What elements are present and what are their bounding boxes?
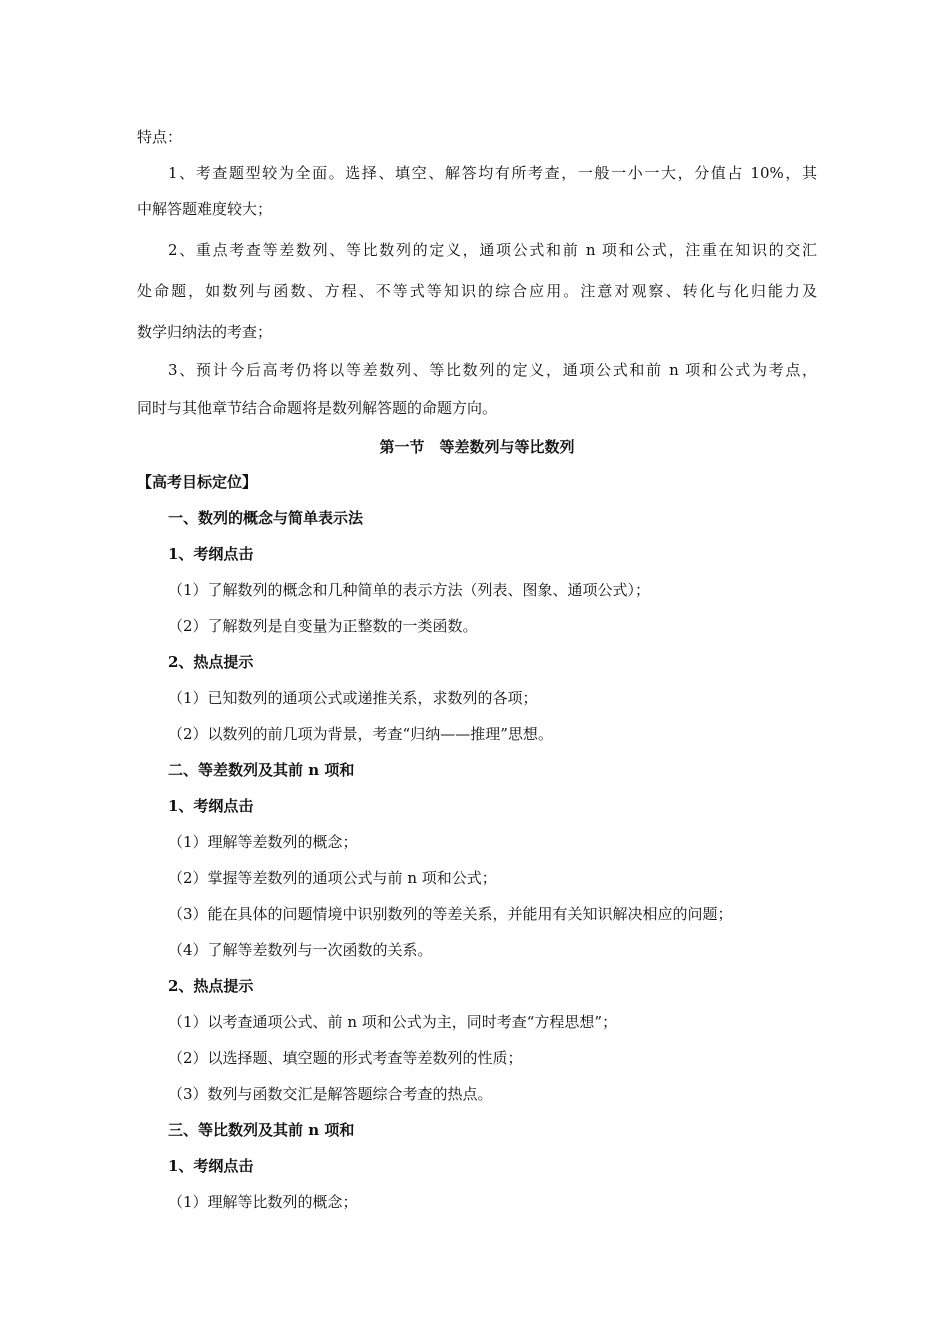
bracket-heading: 【高考目标定位】	[137, 473, 258, 491]
part2-title: 二、等差数列及其前 n 项和	[168, 761, 355, 779]
intro-paragraph-2-line-2: 处命题，如数列与函数、方程、不等式等知识的综合应用。注意对观察、转化与化归能力及	[137, 282, 817, 300]
part1-hot-item-2: （2）以数列的前几项为背景，考查“归纳——推理”思想。	[168, 725, 553, 743]
part2-sub1: 1、考纲点击	[168, 797, 254, 815]
part2-item-2: （2）掌握等差数列的通项公式与前 n 项和公式；	[168, 869, 497, 887]
intro-paragraph-1-line-2: 中解答题难度较大；	[137, 200, 273, 218]
part1-hot-item-1: （1）已知数列的通项公式或递推关系，求数列的各项；	[168, 689, 538, 707]
section-title: 第一节 等差数列与等比数列	[379, 438, 575, 456]
part1-title: 一、数列的概念与简单表示法	[168, 509, 364, 527]
part2-hot-item-3: （3）数列与函数交汇是解答题综合考查的热点。	[168, 1085, 493, 1103]
part1-sub2: 2、热点提示	[168, 653, 254, 671]
part3-sub1: 1、考纲点击	[168, 1157, 254, 1175]
intro-heading: 特点：	[137, 128, 183, 146]
part1-item-1: （1）了解数列的概念和几种简单的表示方法（列表、图象、通项公式）；	[168, 581, 651, 599]
part3-item-1: （1）理解等比数列的概念；	[168, 1193, 358, 1211]
part2-sub2: 2、热点提示	[168, 977, 254, 995]
part2-item-1: （1）理解等差数列的概念；	[168, 833, 358, 851]
intro-paragraph-2-line-1: 2、重点考查等差数列、等比数列的定义，通项公式和前 n 项和公式，注重在知识的交汇	[168, 241, 817, 259]
part3-title: 三、等比数列及其前 n 项和	[168, 1121, 355, 1139]
intro-paragraph-2-line-3: 数学归纳法的考查；	[137, 323, 273, 341]
part1-item-2: （2）了解数列是自变量为正整数的一类函数。	[168, 617, 478, 635]
part1-sub1: 1、考纲点击	[168, 545, 254, 563]
part2-hot-item-1: （1）以考查通项公式、前 n 项和公式为主，同时考查“方程思想”；	[168, 1013, 618, 1031]
intro-paragraph-3-line-2: 同时与其他章节结合命题将是数列解答题的命题方向。	[137, 399, 498, 417]
part2-item-4: （4）了解等差数列与一次函数的关系。	[168, 941, 433, 959]
intro-paragraph-3-line-1: 3、预计今后高考仍将以等差数列、等比数列的定义，通项公式和前 n 项和公式为考点，	[168, 361, 817, 379]
part2-item-3: （3）能在具体的问题情境中识别数列的等差关系，并能用有关知识解决相应的问题；	[168, 905, 733, 923]
part2-hot-item-2: （2）以选择题、填空题的形式考查等差数列的性质；	[168, 1049, 523, 1067]
intro-paragraph-1-line-1: 1、考查题型较为全面。选择、填空、解答均有所考查，一般一小一大，分值占 10%，其	[168, 164, 817, 182]
